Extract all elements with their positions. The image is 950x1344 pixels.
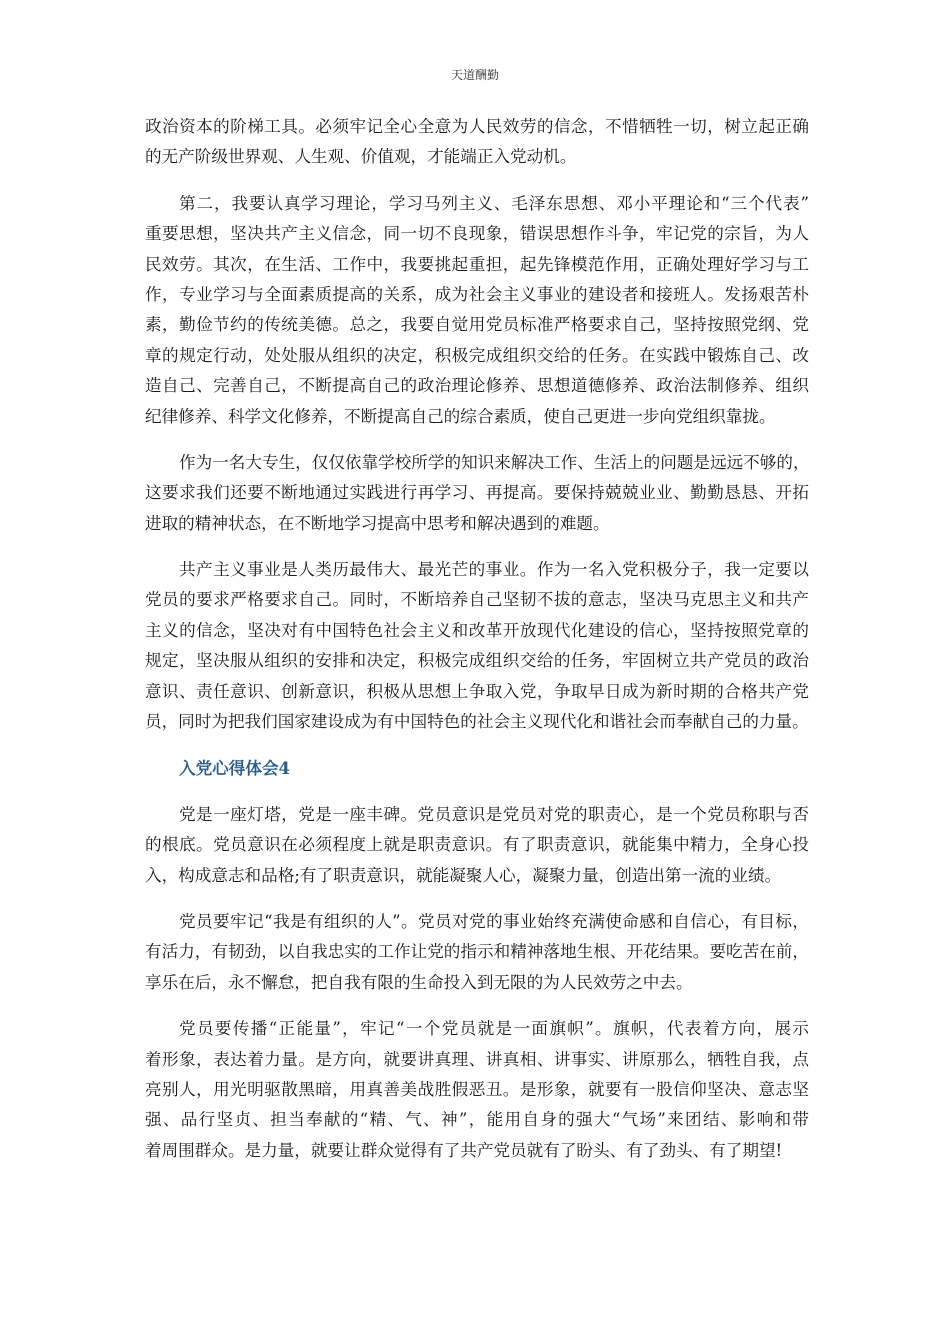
text-line: 纪律修养、科学文化修养，不断提高自己的综合素质，使自己更进一步向党组织靠拢。	[145, 406, 776, 426]
text-line: 的无产阶级世界观、人生观、价值观，才能端正入党动机。	[145, 147, 577, 167]
document-body	[145, 112, 809, 1182]
text-line: 党员要牢记“我是有组织的人”。党员对党的事业始终充满使命感和自信心，有目标，	[179, 912, 809, 931]
paragraph	[145, 189, 809, 432]
text-line: 政治资本的阶梯工具。必须牢记全心全意为人民效劳的信念，不惜牺牲一切，树立起正确	[145, 117, 809, 136]
text-line: 造自己、完善自己，不断提高自己的政治理论修养、思想道德修养、政治法制修养、组织	[145, 376, 809, 396]
text-line: 重要思想，坚决共产主义信念，同一切不良现象，错误思想作斗争，牢记党的宗旨，为人	[145, 224, 809, 244]
text-line: 作为一名大专生，仅仅依靠学校所学的知识来解决工作、生活上的问题是远远不够的，	[179, 452, 810, 472]
text-line: 享乐在后，永不懈怠，把自我有限的生命投入到无限的为人民效劳之中去。	[145, 972, 693, 992]
page-header: 天道酬勤	[450, 68, 499, 82]
text-line: 有活力，有韧劲，以自我忠实的工作让党的指示和精神落地生根、开花结果。要吃苦在前，	[145, 942, 809, 962]
text-line: 章的规定行动，处处服从组织的决定，积极完成组织交给的任务。在实践中锻炼自己、改	[145, 345, 809, 365]
text-line: 着形象，表达着力量。是方向，就要讲真理、讲真相、讲事实、讲原那么，牺牲自我，点	[145, 1049, 809, 1069]
paragraph	[145, 1014, 809, 1166]
text-line: 民效劳。其次，在生活、工作中，我要挑起重担，起先锋模范作用，正确处理好学习与工	[145, 254, 809, 274]
text-line: 这要求我们还要不断地通过实践进行再学习、再提高。要保持兢兢业业、勤勤恳恳、开拓	[145, 483, 809, 503]
text-line: 强、品行坚贞、担当奉献的“精、气、神”，能用自身的强大“气场”来团结、影响和带	[145, 1110, 809, 1130]
text-line: 主义的信念，坚决对有中国特色社会主义和改革开放现代化建设的信心，坚持按照党章的	[145, 620, 809, 640]
text-line: 的根底。党员意识在必须程度上就是职责意识。有了职责意识，就能集中精力，全身心投	[145, 835, 809, 855]
text-line: 党是一座灯塔，党是一座丰碑。党员意识是党员对党的职责心，是一个党员称职与否	[179, 804, 809, 824]
text-line: 员，同时为把我们国家建设成为有中国特色的社会主义现代化和谐社会而奉献自己的力量。	[145, 712, 809, 732]
text-line: 党员的要求严格要求自己。同时，不断培养自己坚韧不拔的意志，坚决马克思主义和共产	[145, 590, 809, 610]
paragraph	[145, 800, 809, 891]
paragraph	[145, 555, 809, 737]
text-line: 素，勤俭节约的传统美德。总之，我要自觉用党员标准严格要求自己，坚持按照党纲、党	[145, 315, 809, 335]
text-line: 亮别人，用光明驱散黑暗，用真善美战胜假恶丑。是形象，就要有一股信仰坚决、意志坚	[145, 1079, 809, 1099]
text-line: 入，构成意志和品格;有了职责意识，就能凝聚人心，凝聚力量，创造出第一流的业绩。	[145, 865, 782, 885]
section-heading: 入党心得体会4	[179, 758, 291, 779]
text-line: 进取的精神状态，在不断地学习提高中思考和解决遇到的难题。	[145, 513, 610, 533]
text-line: 意识、责任意识、创新意识，积极从思想上争取入党，争取早日成为新时期的合格共产党	[145, 681, 809, 701]
paragraph	[145, 112, 809, 173]
text-line: 第二，我要认真学习理论，学习马列主义、毛泽东思想、邓小平理论和“三个代表”	[179, 193, 809, 213]
text-line: 作，专业学习与全面素质提高的关系，成为社会主义事业的建设者和接班人。发扬艰苦朴	[145, 284, 809, 304]
paragraph	[145, 907, 809, 998]
paragraph	[145, 448, 809, 539]
text-line: 着周围群众。是力量，就要让群众觉得有了共产党员就有了盼头、有了劲头、有了期望!	[145, 1140, 783, 1160]
text-line: 党员要传播“正能量”，牢记“一个党员就是一面旗帜”。旗帜，代表着方向，展示	[179, 1019, 809, 1039]
text-line: 共产主义事业是人类历最伟大、最光芒的事业。作为一名入党积极分子，我一定要以	[179, 560, 809, 580]
text-line: 规定，坚决服从组织的安排和决定，积极完成组织交给的任务，牢固树立共产党员的政治	[145, 651, 809, 671]
